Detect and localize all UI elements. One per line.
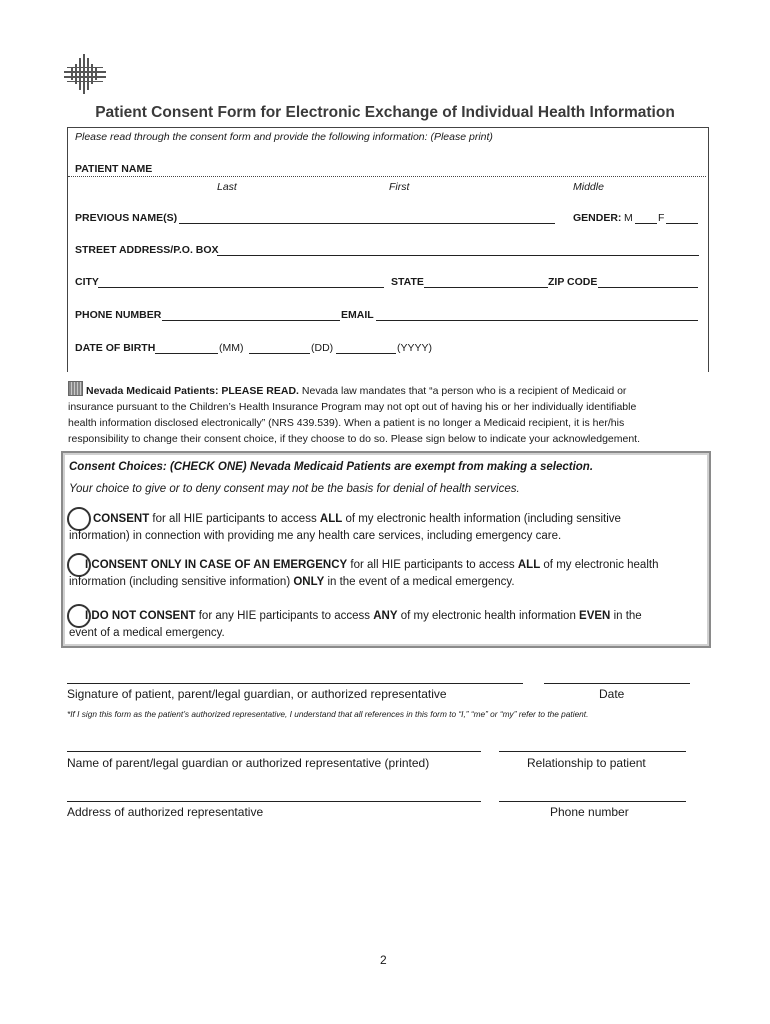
zip-code-field[interactable] [598,287,698,288]
no-consent-text-b: of my electronic health information [397,610,580,622]
consent-subheading: Your choice to give or to deny consent may not be the basis for denial of health services. [69,483,520,495]
gender-m-label: M [624,212,633,224]
no-consent-line-2: event of a medical emergency. [69,627,225,639]
last-name-caption: Last [217,181,237,193]
no-consent-even: EVEN [579,610,611,622]
city-label: CITY [75,276,99,288]
no-consent-text-c: in the [610,610,642,622]
consent-choices-box [61,451,711,648]
previous-names-field[interactable] [179,223,555,224]
consent-heading: Consent Choices: (CHECK ONE) Nevada Medicaid Patients are exempt from making a selection. [69,461,594,473]
consent-all-label: CONSENT [93,513,150,525]
medicaid-notice-text: Nevada law mandates that “a person who is a recipient of Medicaid or [298,385,627,397]
consent-all-text-b: of my electronic health information (including sensitive [342,513,621,525]
medicaid-notice-line-2: insurance pursuant to the Children’s Health Insurance Program may not opt out of having his or her individually identifiable [68,401,637,413]
first-name-caption: First [389,181,410,193]
consent-all-option [69,511,697,545]
consent-all-text-a: for all HIE participants to access [149,513,320,525]
consent-emergency-text-a: for all HIE participants to access [347,559,518,571]
dob-month-field[interactable] [155,353,218,354]
date-of-birth-label: DATE OF BIRTH [75,342,156,354]
representative-address-label: Address of authorized representative [67,805,264,819]
phone-number-label: PHONE NUMBER [75,309,162,321]
consent-all-line-2: information) in connection with providing me any health care services, including emergency care. [69,530,562,542]
medicaid-notice-line-1 [68,381,708,399]
medicaid-notice-line-3: health information disclosed electronically” (NRS 439.539). When a patient is no longer a Medicaid recipient, it is her/his [68,417,625,429]
gender-f-field[interactable] [666,223,698,224]
no-consent-text-a: for any HIE participants to access [195,610,374,622]
date-label: Date [599,687,625,701]
signature-label: Signature of patient, parent/legal guardian, or authorized representative [67,687,447,701]
dob-day-field[interactable] [249,353,310,354]
page-number: 2 [380,953,387,967]
intro-text: Please read through the consent form and provide the following information: (Please print) [75,131,493,143]
consent-emergency-line-2b: in the event of a medical emergency. [324,576,515,588]
organization-logo [62,52,108,96]
date-field[interactable] [544,683,690,684]
consent-emergency-option [69,557,697,591]
representative-phone-field[interactable] [499,801,686,802]
no-consent-label: I DO NOT CONSENT [85,610,196,622]
patient-name-label: PATIENT NAME [75,163,153,175]
state-label: STATE [391,276,424,288]
medicaid-notice-line-4: responsibility to change their consent choice, if they choose to do so. Please sign below to indicate your acknowledgement. [68,433,641,445]
consent-all-bold: ALL [319,513,343,525]
consent-emergency-label: I CONSENT ONLY IN CASE OF AN EMERGENCY [85,559,348,571]
email-field[interactable] [376,320,698,321]
previous-names-label: PREVIOUS NAME(S) [75,212,178,224]
representative-footnote: *If I sign this form as the patient’s authorized representative, I understand that all references in this form to “I,” “me” or “my” refer to the patient. [67,709,589,719]
consent-emergency-text-b: of my electronic health [540,559,659,571]
relationship-field[interactable] [499,751,686,752]
no-consent-any: ANY [373,610,398,622]
dob-year-field[interactable] [336,353,396,354]
consent-emergency-line-2a: information (including sensitive information) [69,576,294,588]
medicaid-notice [68,381,708,447]
consent-emergency-bold: ALL [517,559,541,571]
guardian-name-field[interactable] [67,751,481,752]
state-field[interactable] [424,287,548,288]
form-title: Patient Consent Form for Electronic Exchange of Individual Health Information [95,104,675,121]
dob-day-caption: (DD) [311,342,334,354]
middle-name-caption: Middle [573,181,604,193]
representative-address-field[interactable] [67,801,481,802]
street-address-label: STREET ADDRESS/P.O. BOX [75,244,219,256]
patient-name-field[interactable] [68,176,706,177]
consent-emergency-only: ONLY [293,576,325,588]
city-field[interactable] [98,287,384,288]
email-label: EMAIL [341,309,374,321]
representative-phone-label: Phone number [550,805,629,819]
gender-f-label: F [658,212,665,224]
dob-year-caption: (YYYY) [397,342,433,354]
phone-number-field[interactable] [162,320,340,321]
relationship-label: Relationship to patient [527,756,646,770]
dob-month-caption: (MM) [219,342,244,354]
gender-m-field[interactable] [635,223,657,224]
medicaid-notice-heading: Nevada Medicaid Patients: PLEASE READ. [86,385,299,397]
guardian-name-label: Name of parent/legal guardian or authorized representative (printed) [67,756,430,770]
street-address-field[interactable] [217,255,699,256]
notice-marker-icon [68,381,83,396]
signature-field[interactable] [67,683,523,684]
zip-code-label: ZIP CODE [548,276,598,288]
gender-label: GENDER: [573,212,622,224]
no-consent-option [69,608,697,642]
